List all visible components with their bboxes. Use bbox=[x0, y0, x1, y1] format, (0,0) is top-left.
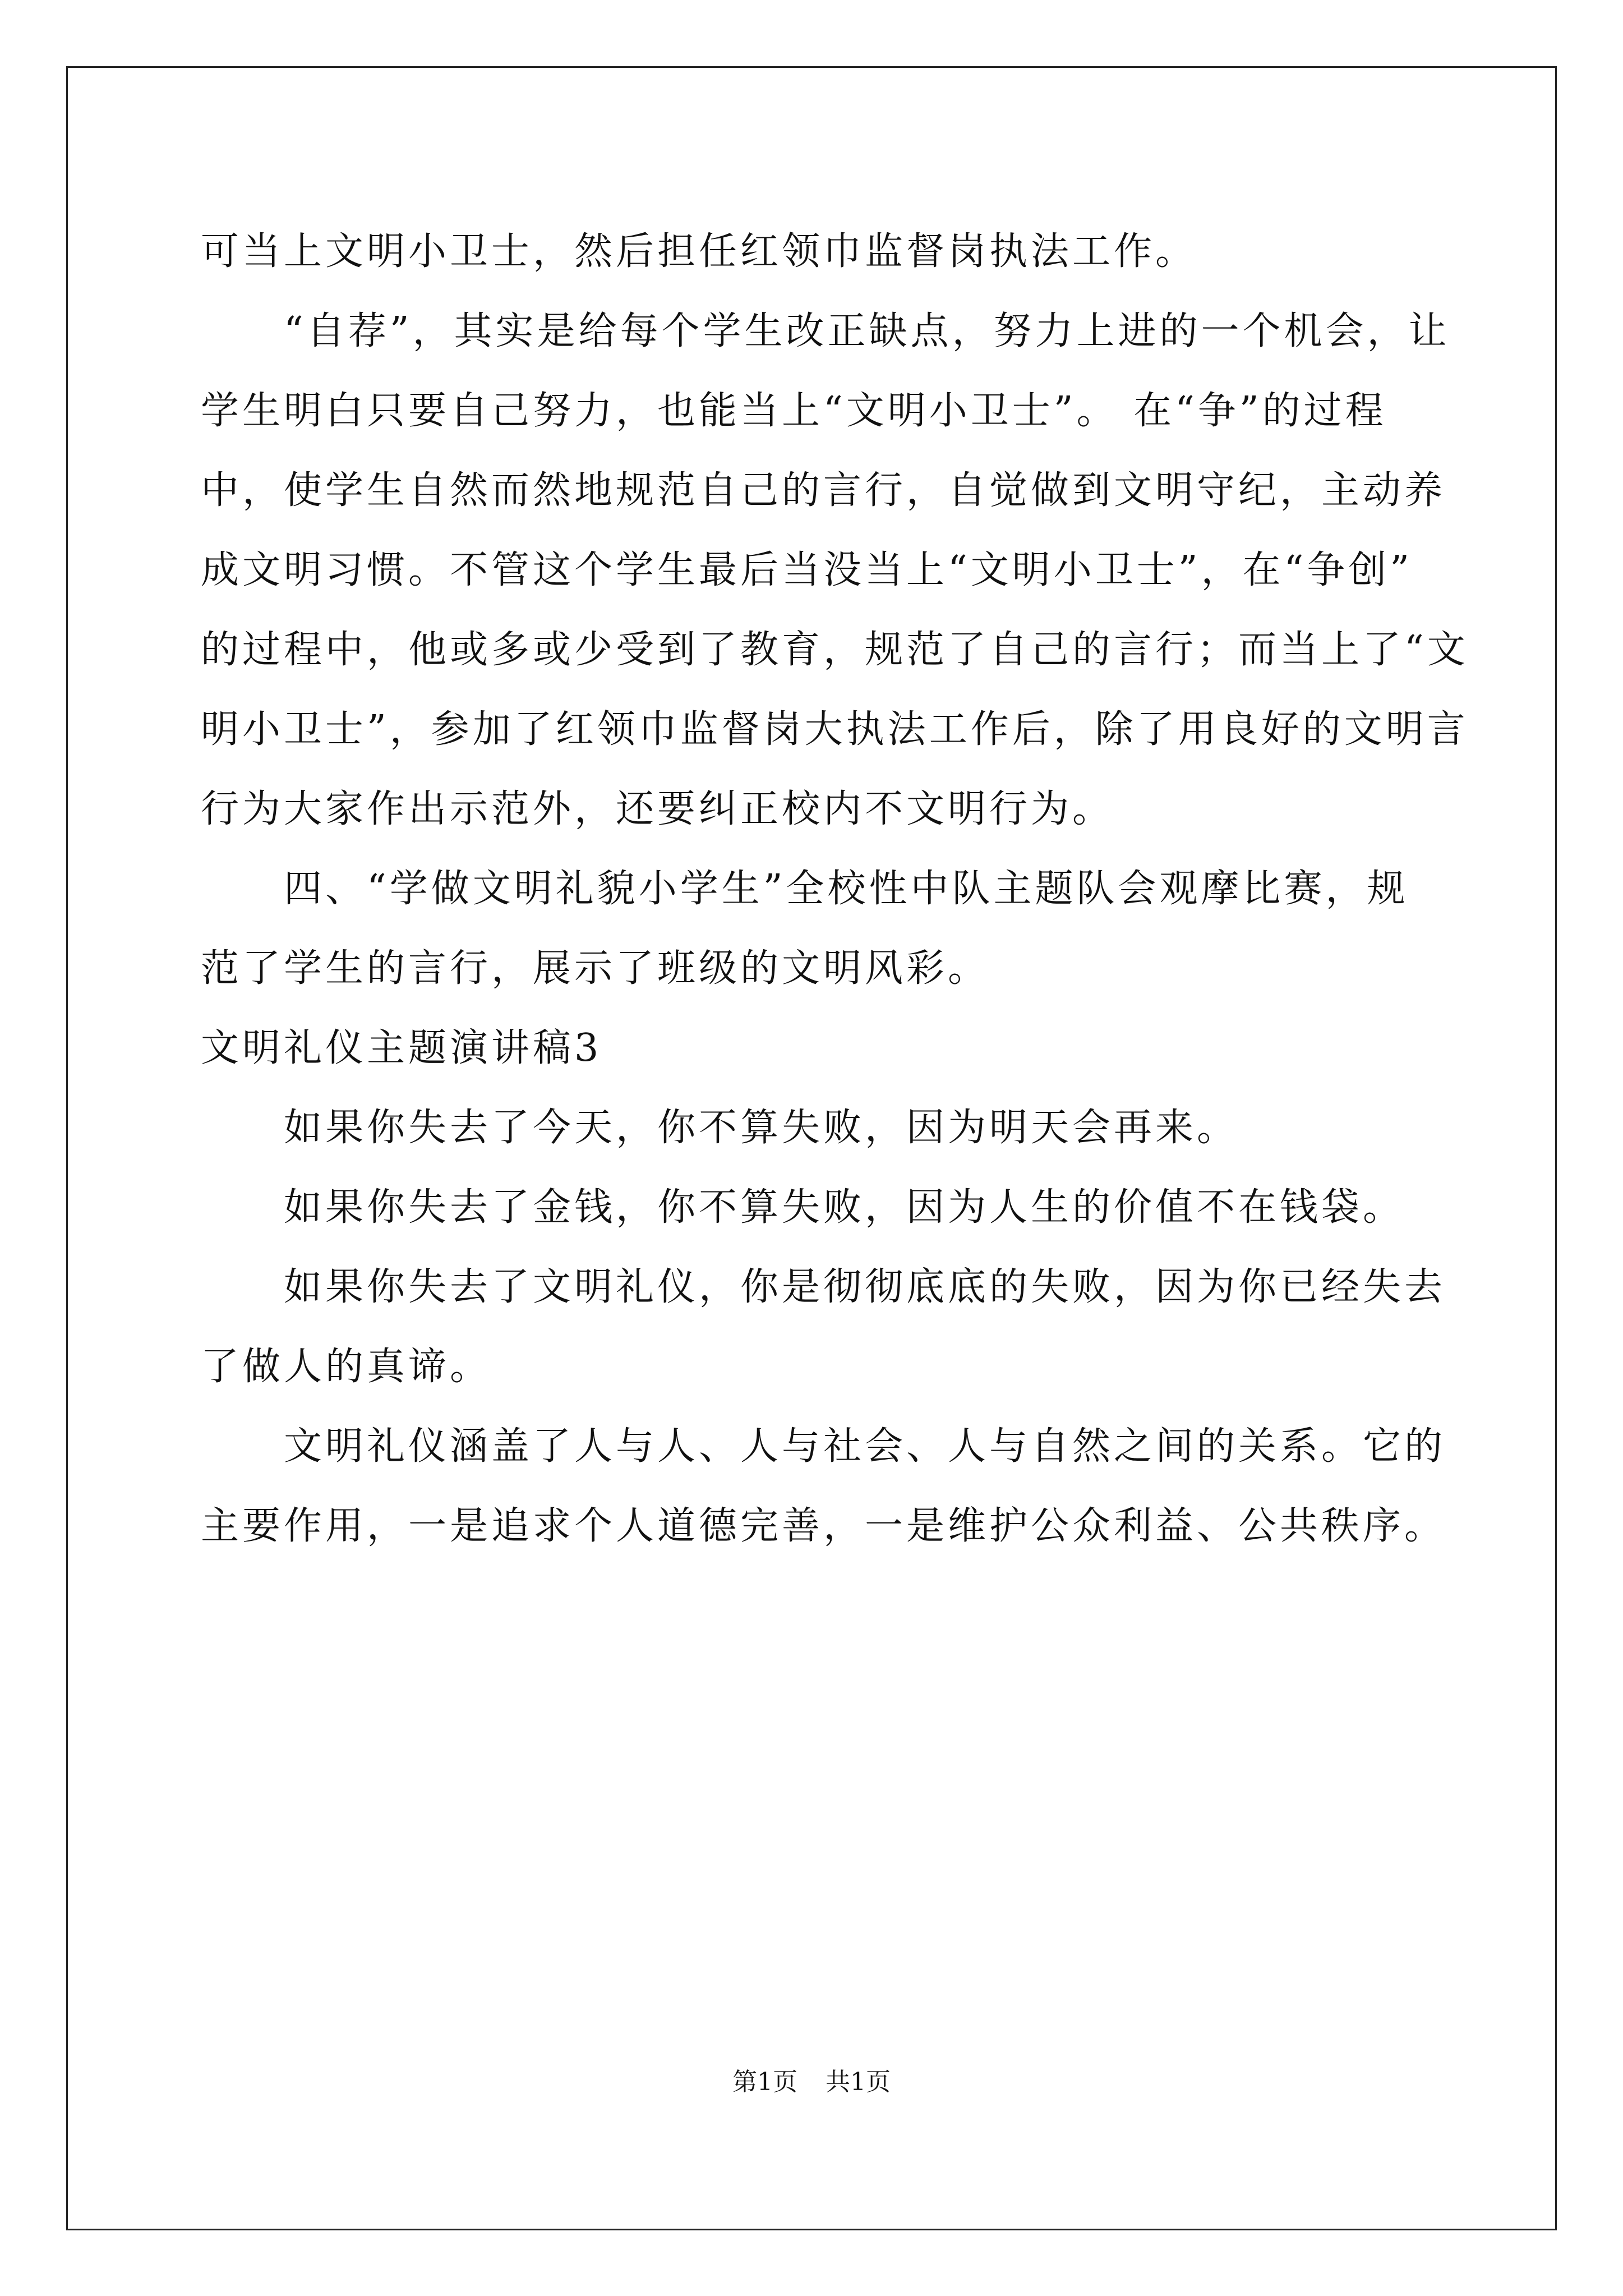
text-line: 中，使学生自然而然地规范自己的言行，自觉做到文明守纪，主动养 bbox=[201, 468, 1446, 513]
text-line: 行为大家作出示范外，还要纠正校内不文明行为。 bbox=[201, 787, 1114, 831]
page-total: 共1页 bbox=[826, 2068, 891, 2096]
text-line: 的过程中，他或多或少受到了教育，规范了自己的言行；而当上了“文 bbox=[201, 628, 1469, 672]
text-line: 明小卫士”，参加了红领巾监督岗大执法工作后，除了用良好的文明言 bbox=[201, 707, 1469, 752]
text-line: 成文明习惯。不管这个学生最后当没当上“文明小卫士”，在“争创” bbox=[201, 548, 1413, 592]
text-line: 学生明白只要自己努力，也能当上“文明小卫士”。 在“争”的过程 bbox=[201, 389, 1387, 433]
text-line: 四、“学做文明礼貌小学生”全校性中队主题队会观摩比赛，规 bbox=[284, 867, 1409, 911]
text-line: 了做人的真谛。 bbox=[201, 1345, 492, 1389]
page-number: 第1页 bbox=[732, 2068, 797, 2096]
text-line: 范了学生的言行，展示了班级的文明风彩。 bbox=[201, 946, 990, 991]
text-line: 主要作用，一是追求个人道德完善，一是维护公众利益、公共秩序。 bbox=[201, 1504, 1446, 1548]
text-line: 如果你失去了文明礼仪，你是彻彻底底的失败，因为你已经失去 bbox=[284, 1265, 1446, 1309]
text-line: 如果你失去了今天，你不算失败，因为明天会再来。 bbox=[284, 1106, 1239, 1150]
text-line: 文明礼仪涵盖了人与人、人与社会、人与自然之间的关系。它的 bbox=[284, 1424, 1446, 1469]
text-line: 可当上文明小卫士，然后担任红领巾监督岗执法工作。 bbox=[201, 229, 1197, 274]
document-body bbox=[201, 212, 1469, 1566]
text-line: “自荐”，其实是给每个学生改正缺点，努力上进的一个机会，让 bbox=[284, 309, 1450, 353]
section-heading: 文明礼仪主题演讲稿3 bbox=[201, 1026, 602, 1070]
page-footer bbox=[0, 2065, 1623, 2099]
text-line: 如果你失去了金钱，你不算失败，因为人生的价值不在钱袋。 bbox=[284, 1185, 1405, 1230]
